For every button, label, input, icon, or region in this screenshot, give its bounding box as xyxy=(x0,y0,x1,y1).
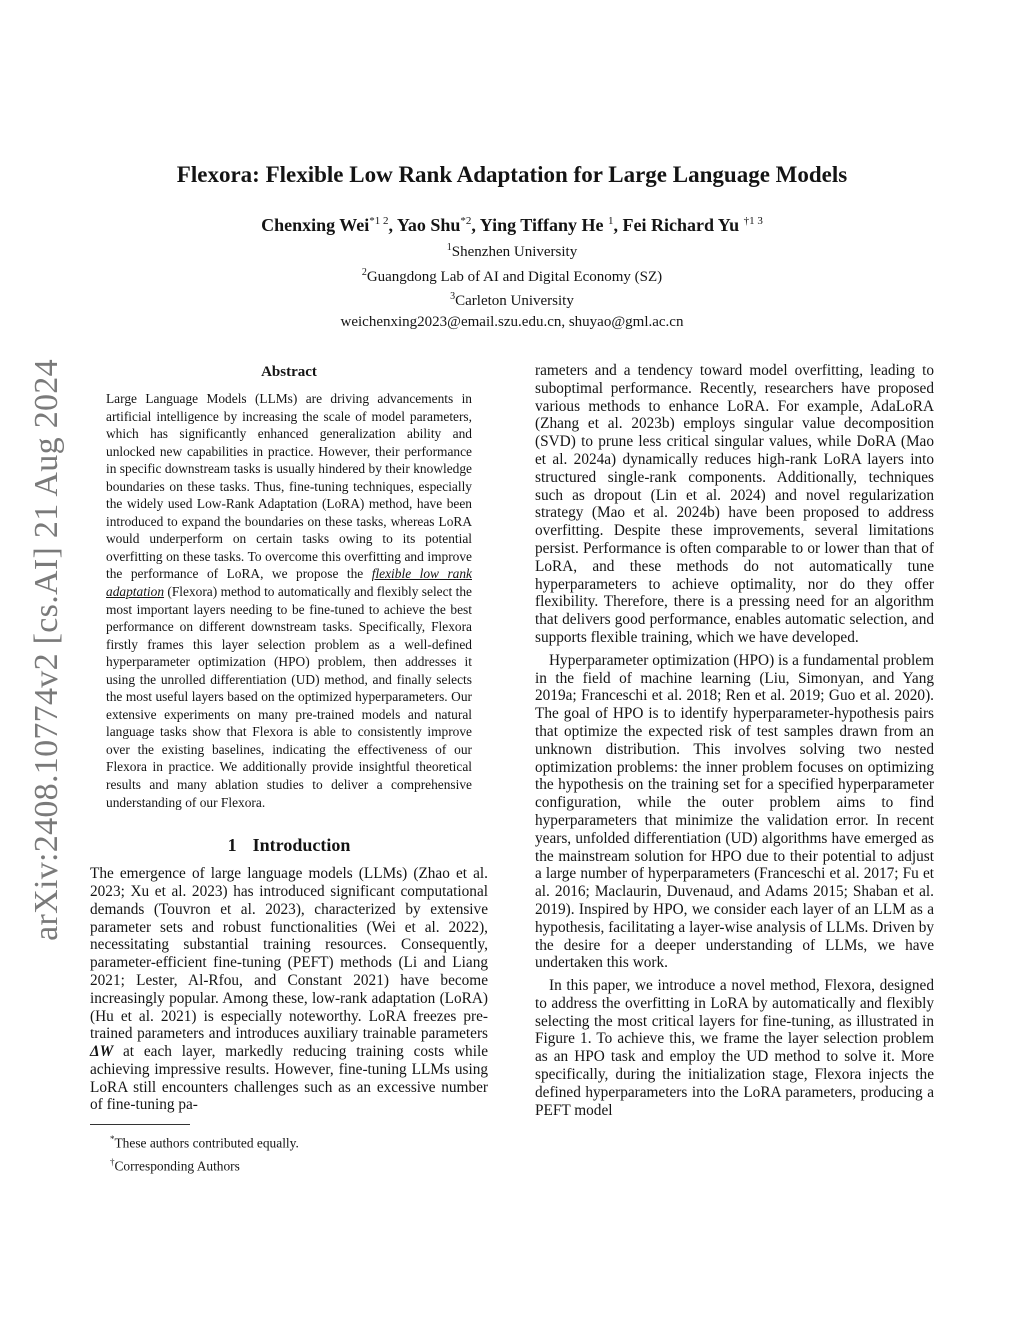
affiliation xyxy=(60,263,964,288)
affiliation xyxy=(60,238,964,263)
section-title: Introduction xyxy=(252,835,351,856)
affiliation-text: Guangdong Lab of AI and Digital Economy (SZ) xyxy=(366,268,663,285)
arxiv-id[interactable]: arXiv:2408.10774v2 [cs.AI] 21 Aug 2024 xyxy=(28,359,65,941)
abstract-text xyxy=(106,390,472,811)
author-emails: weichenxing2023@email.szu.edu.cn, shuyao@gml.ac.cn xyxy=(340,313,684,330)
affiliation-number: 3 xyxy=(450,291,456,302)
affiliation-number: 2 xyxy=(361,266,367,278)
body-paragraph: In this paper, we introduce a novel method, Flexora, designed to address the overfitting in LoRA by automatically and flexibly selecting the most critical layers for fine-tuning, as illustrated in Figure 1. To achieve this, we frame the layer selection problem as an HPO task and employ the UD method to solve it. More specifically, during the initialization stage, Flexora injects the defined hyperparameters into the LoRA parameters, producing a PEFT model xyxy=(535,977,934,1119)
footnote xyxy=(90,1153,488,1175)
footnote-divider xyxy=(90,1124,190,1125)
footnote-text: Corresponding Authors xyxy=(114,1158,240,1174)
paragraph-text: at each layer, markedly reducing training costs while achieving impressive results. However, fine-tuning LLMs using LoRA still encounters challenges such as an excessive number of fine-tuning pa- xyxy=(90,1043,488,1114)
math-symbol: ΔW xyxy=(90,1043,114,1061)
footnote-mark: † xyxy=(110,1156,115,1167)
author-name: Ying Tiffany He xyxy=(479,215,604,235)
footnote-text: These authors contributed equally. xyxy=(114,1135,299,1151)
author-marks: *1 2 xyxy=(369,215,389,227)
section-heading xyxy=(90,833,488,857)
affiliation-number: 1 xyxy=(446,242,452,253)
arxiv-stamp xyxy=(8,360,86,940)
section-number: 1 xyxy=(227,835,237,856)
author-marks: †1 3 xyxy=(743,215,763,227)
author-marks: 1 xyxy=(607,215,614,227)
author-list: Chenxing Wei$^{*1 2}$, Yao Shu$^{*2}$, Ying Tiffany He $^1$, Fei Richard Yu $^{\dagger 1 3}$ xyxy=(261,215,763,235)
affiliation xyxy=(60,287,964,312)
author-name: Chenxing Wei xyxy=(261,215,370,235)
paper-title: Flexora: Flexible Low Rank Adaptation for Large Language Models xyxy=(176,162,848,187)
left-column xyxy=(90,362,488,1175)
footnote xyxy=(90,1130,488,1152)
abstract-part: Large Language Models (LLMs) are driving advancements in artificial intelligence by increasing the scale of model parameters, which has significantly enhanced generalization ability and unlocked new capabilities in practice. However, their performance in specific downstream tasks is usually hindered by their knowledge boundaries on these tasks. Thus, fine-tuning techniques, especially the widely used Low-Rank Adaptation (LoRA) method, have been introduced to expand the boundaries on these tasks, whereas LoRA would underperform on certain tasks owing to its potential overfitting on these tasks. To overcome this overfitting and improve the performance of LoRA, we propose the xyxy=(106,391,472,582)
body-paragraph: Hyperparameter optimization (HPO) is a fundamental problem in the field of machine learning (Liu, Simonyan, and Yang 2019a; Franceschi et al. 2018; Ren et al. 2019; Guo et al. 2020). The goal of HPO is to identify hyperparameter-hypothesis pairs that optimize the expected risk of test samples drawn from an unknown distribution. This involves solving two nested optimization problems: the inner problem focuses on optimizing the hypothesis on the training set for a specified hyperparameter configuration, while the outer problem aims to find hyperparameters that minimize the validation error. In recent years, unfolded differentiation (UD) algorithms have emerged as the mainstream solution for HPO due to their potential to adjust a large number of hyperparameters (Franceschi et al. 2017; Fu et al. 2016; Maclaurin, Duvenaud, and Adams 2015; Shaban et al. 2019). Inspired by HPO, we consider each layer of an LLM as a hypothesis, facilitating a layer-wise analysis of LLMs. Driven by the desire for a deeper understanding of LLMs, we have undertaken this work. xyxy=(535,651,934,972)
body-paragraph: rameters and a tendency toward model overfitting, leading to suboptimal performance. Recently, researchers have proposed various methods to enhance LoRA. For example, AdaLoRA (Zhang et al. 2023b) employs singular value decomposition (SVD) to prune less critical singular values, while DoRA (Mao et al. 2024a) dynamically reduces high-rank LoRA layers into structured single-rank components. Additionally, techniques such as dropout (Lin et al. 2024) and novel regularization strategy (Mao et al. 2024b) have been proposed to address overfitting. Despite these improvements, several limitations persist. Performance is often comparable to or lower than that of LoRA, and these methods do not automatically tune hyperparameters to achieve optimality, nor do they offer flexibility. Therefore, there is a pressing need for an algorithm that delivers good performance, enables automatic selection, and supports flexible training, which we have developed. xyxy=(535,362,934,646)
intro-paragraph xyxy=(90,865,488,1114)
author-marks: *2 xyxy=(460,215,472,227)
affiliation-text: Shenzhen University xyxy=(451,244,578,260)
abstract-part: (Flexora) method to automatically and flexibly select the most important layers needing to be fine-tuned to achieve the best performance on different downstream tasks. Specifically, Flexora firstly frames this layer selection problem as a well-defined hyperparameter optimization (HPO) problem, then addresses it using the unrolled differentiation (UD) method, and finally selects the most useful layers based on the optimized hyperparameters. Our extensive experiments on many pre-trained models and natural language tasks show that Flexora is able to consistently improve over the existing baselines, indicating the effectiveness of our Flexora in practice. We additionally provide insightful theoretical results and many ablation studies to deliver a comprehensive understanding of our Flexora. xyxy=(106,584,472,810)
abstract-emphasis: flexible low rank adaptation xyxy=(106,566,472,600)
paragraph-text: The emergence of large language models (LLMs) (Zhao et al. 2023; Xu et al. 2023) has introduced significant computational demands (Touvron et al. 2023), characterized by extensive parameter sets and robust functionalities (Wei et al. 2022), necessitating substantial training resources. Consequently, parameter-efficient fine-tuning (PEFT) methods (Li and Liang 2021; Lester, Al-Rfou, and Constant 2021) have become increasingly popular. Among these, low-rank adaptation (LoRA) (Hu et al. 2021) is especially noteworthy. LoRA freezes pre-trained parameters and introduces auxiliary trainable parameters xyxy=(90,865,488,1043)
abstract-heading: Abstract xyxy=(261,364,317,380)
footnote-mark: * xyxy=(110,1134,115,1145)
author-name: Fei Richard Yu xyxy=(622,215,740,235)
affiliation-text: Carleton University xyxy=(455,293,574,309)
author-name: Yao Shu xyxy=(396,215,461,235)
affiliations xyxy=(60,238,964,332)
right-column xyxy=(535,362,934,1119)
